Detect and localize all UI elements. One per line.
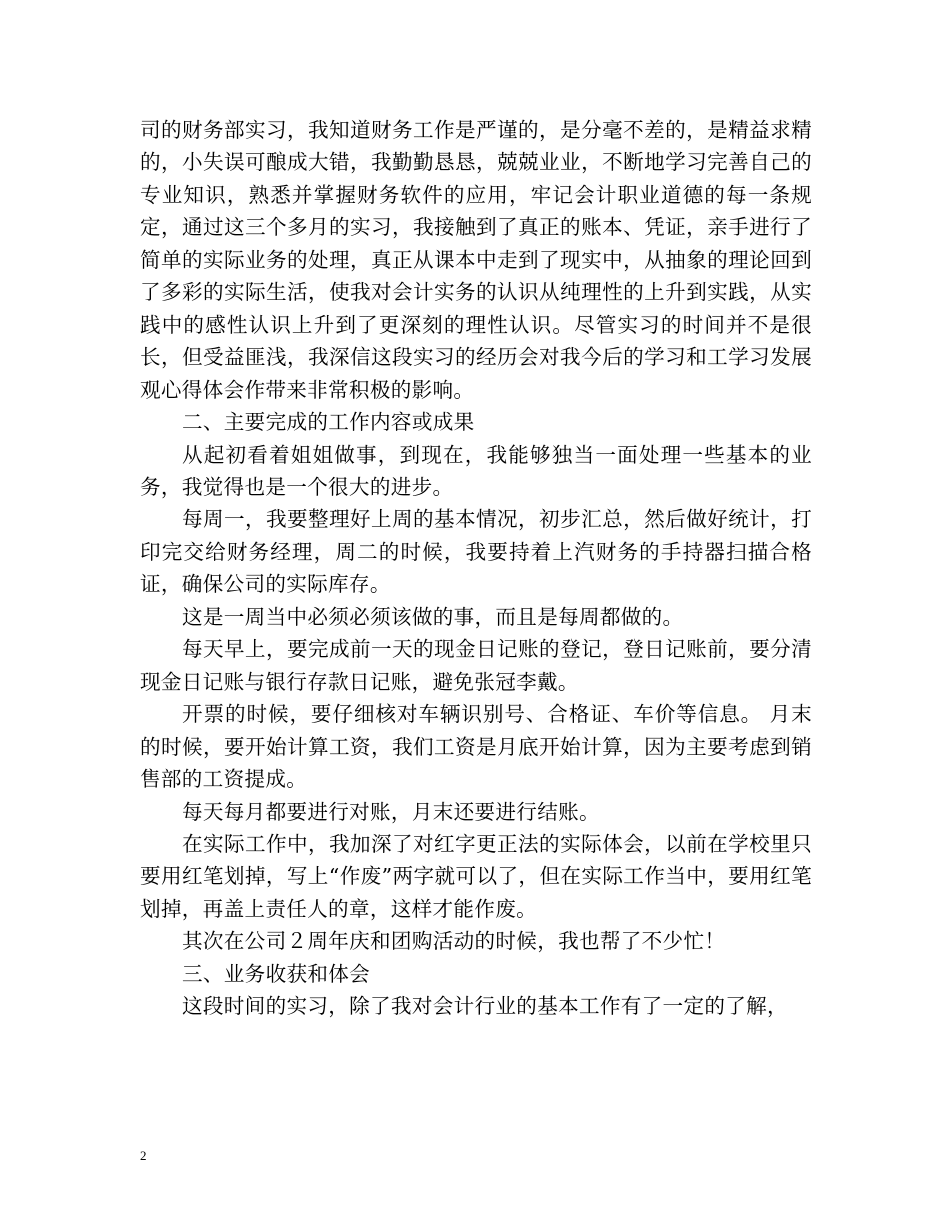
paragraph-6: 每天早上，要完成前一天的现金日记账的登记，登日记账前，要分清现金日记账与银行存款日记账，避免张冠李戴。 xyxy=(140,637,812,694)
document-body xyxy=(140,114,812,1023)
paragraph-9: 在实际工作中，我加深了对红字更正法的实际体会，以前在学校里只要用红笔划掉，写上“作废”两字就可以了，但在实际工作当中，要用红笔划掉，再盖上责任人的章，这样才能作废。 xyxy=(140,831,812,921)
paragraph-1: 司的财务部实习，我知道财务工作是严谨的，是分毫不差的，是精益求精的，小失误可酿成大错，我勤勤恳恳，兢兢业业，不断地学习完善自己的专业知识，熟悉并掌握财务软件的应用，牢记会计职业道德的每一条规定，通过这三个多月的实习，我接触到了真正的账本、凭证，亲手进行了简单的实际业务的处理，真正从课本中走到了现实中，从抽象的理论回到了多彩的实际生活，使我对会计实务的认识从纯理性的上升到实践，从实践中的感性认识上升到了更深刻的理性认识。尽管实习的时间并不是很长，但受益匪浅，我深信这段实习的经历会对我今后的学习和工学习发展观心得体会作带来非常积极的影响。 xyxy=(140,118,812,402)
paragraph-12: 这段时间的实习，除了我对会计行业的基本工作有了一定的了解， xyxy=(182,994,788,1019)
paragraph-10: 其次在公司２周年庆和团购活动的时候，我也帮了不少忙！ xyxy=(182,929,726,954)
section-heading-2: 二、主要完成的工作内容或成果 xyxy=(182,410,475,435)
paragraph-4: 每周一，我要整理好上周的基本情况，初步汇总，然后做好统计，打印完交给财务经理，周二的时候，我要持着上汽财务的手持器扫描合格证，确保公司的实际库存。 xyxy=(140,507,812,597)
paragraph-5: 这是一周当中必须必须该做的事，而且是每周都做的。 xyxy=(182,604,684,629)
paragraph-7: 开票的时候，要仔细核对车辆识别号、合格证、车价等信息。 月末的时候，要开始计算工资，我们工资是月底开始计算，因为主要考虑到销售部的工资提成。 xyxy=(140,702,812,792)
page-number: 2 xyxy=(140,1148,147,1163)
paragraph-8: 每天每月都要进行对账，月末还要进行结账。 xyxy=(182,799,600,824)
section-heading-3: 三、业务收获和体会 xyxy=(182,961,371,986)
paragraph-3: 从起初看着姐姐做事，到现在，我能够独当一面处理一些基本的业务，我觉得也是一个很大的进步。 xyxy=(140,442,812,499)
